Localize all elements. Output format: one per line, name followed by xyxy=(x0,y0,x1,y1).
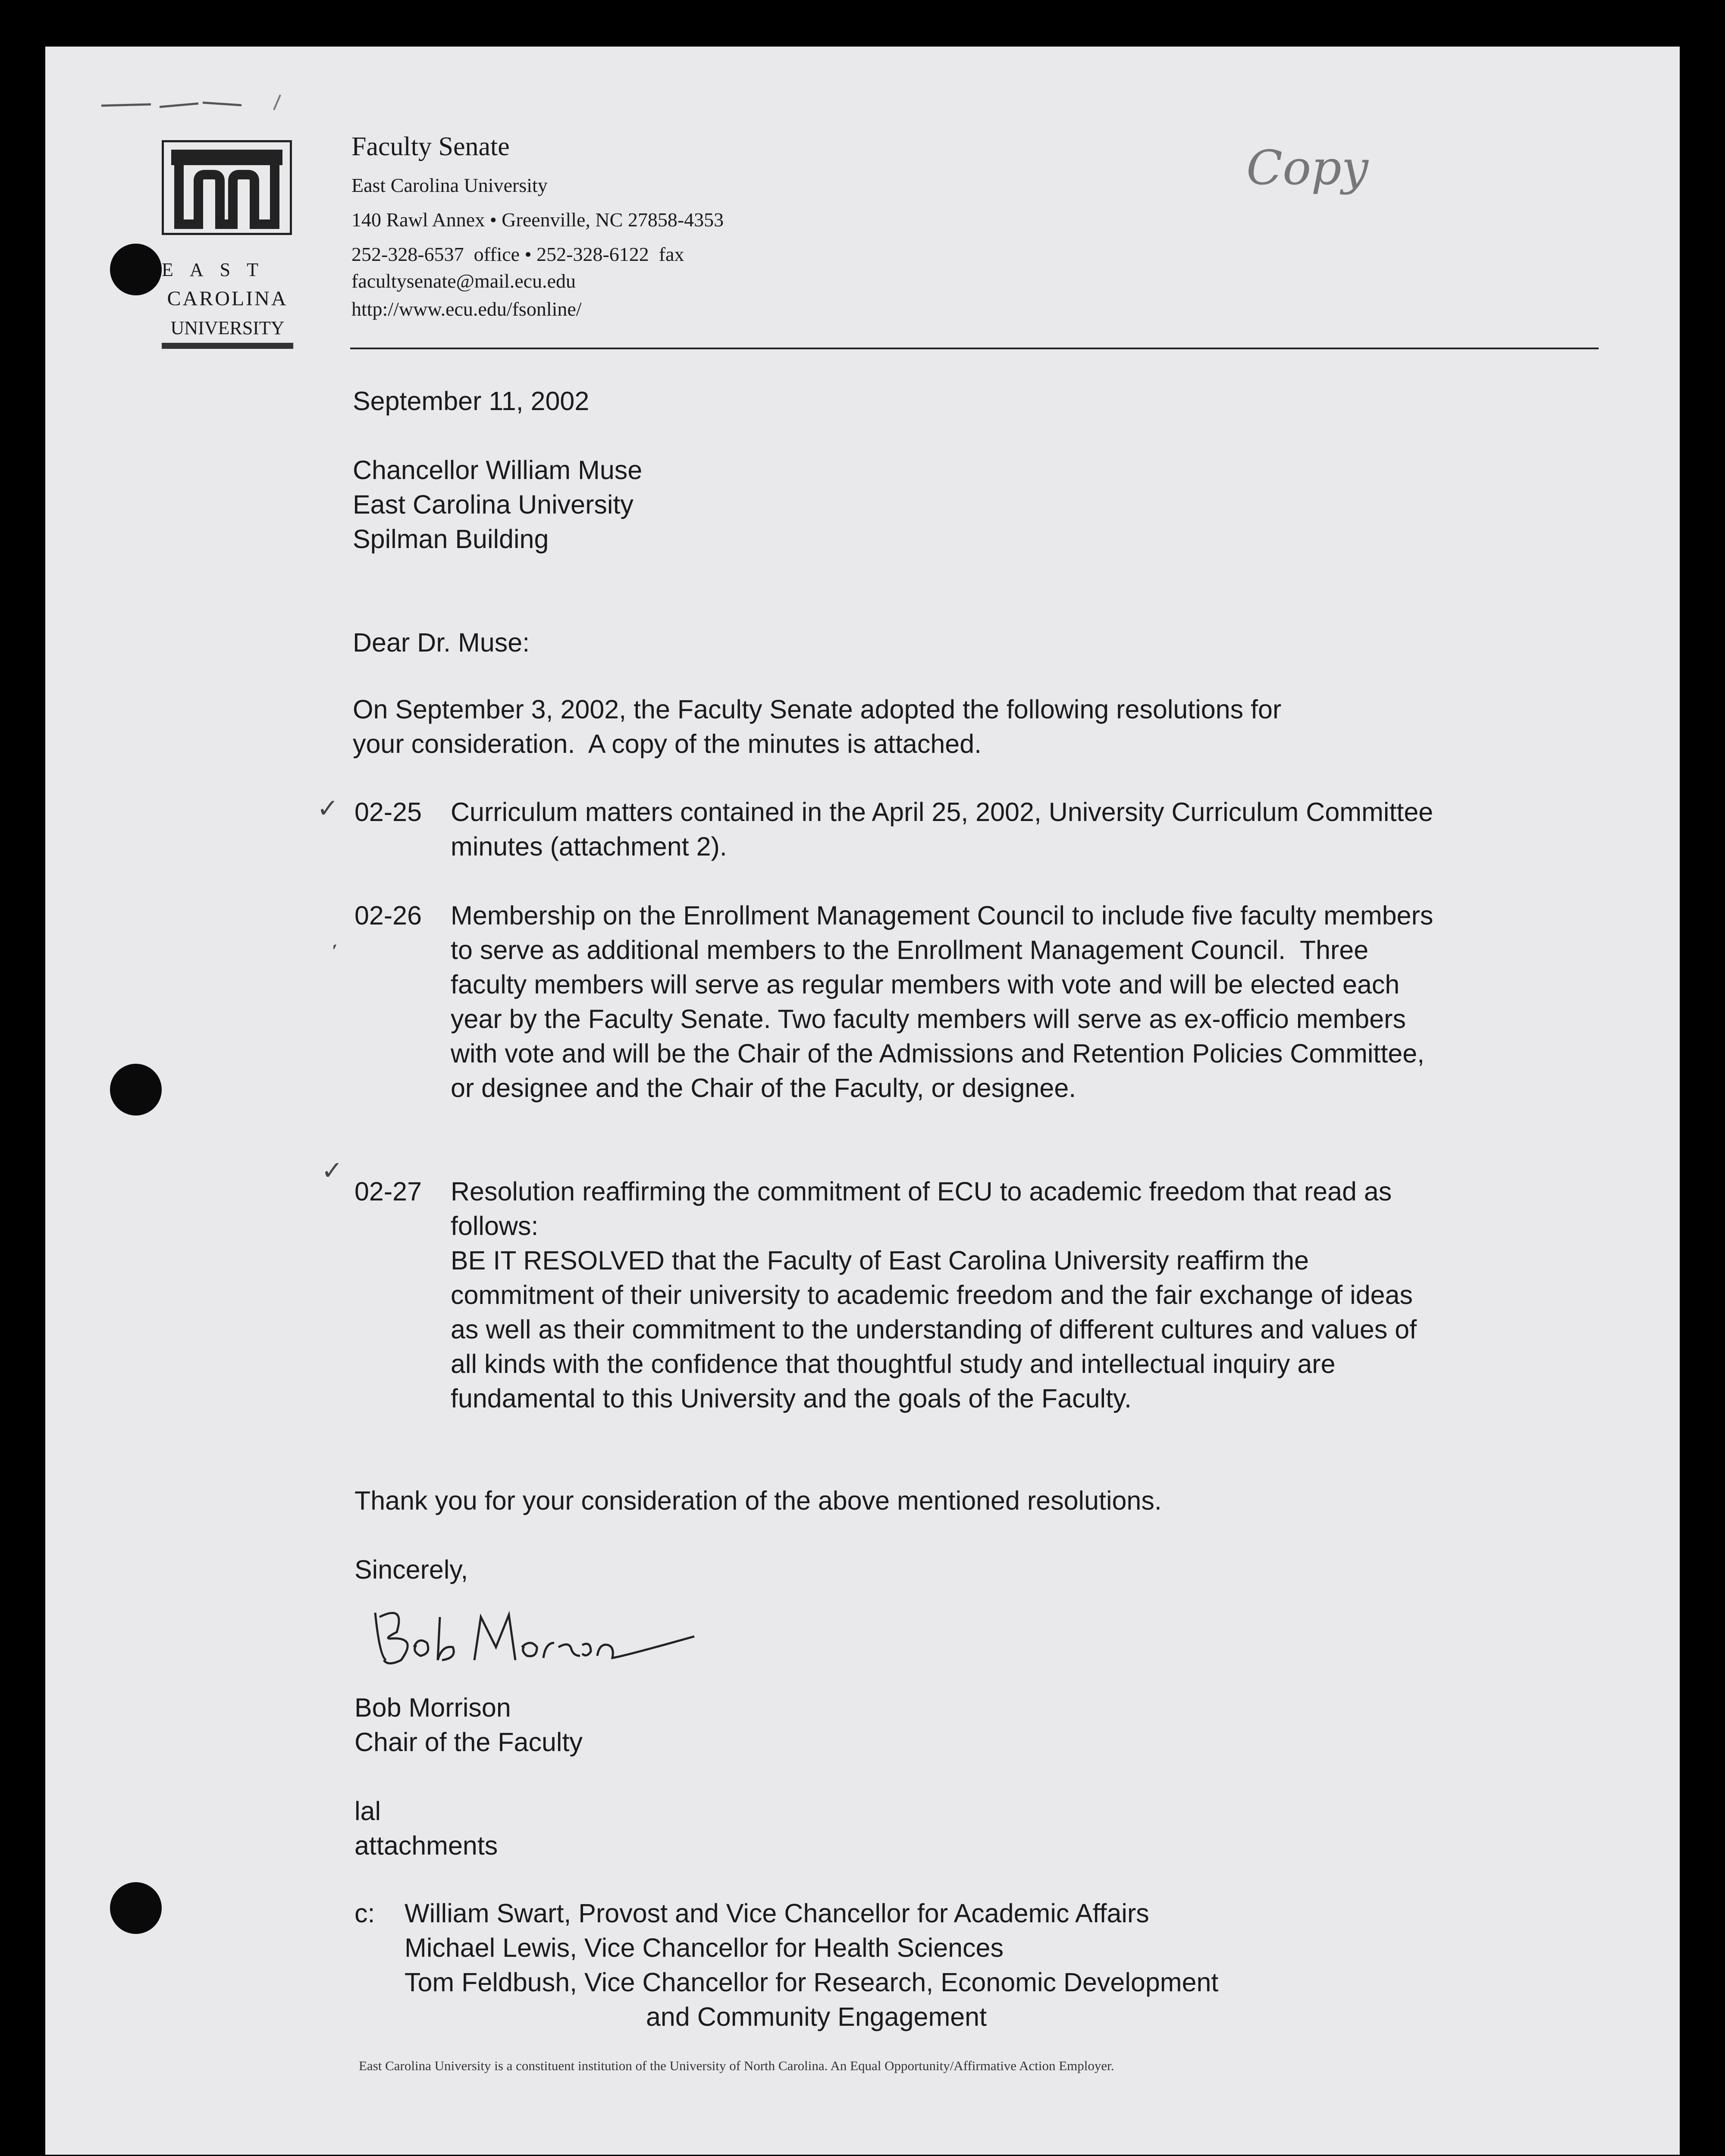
logo-carolina-text: CAROLINA xyxy=(167,287,288,310)
cc-line-1: William Swart, Provost and Vice Chancellor for Academic Affairs xyxy=(405,1899,1149,1928)
salutation: Dear Dr. Muse: xyxy=(353,628,530,657)
resolution-text: Curriculum matters contained in the April 25, 2002, University Curriculum Committee minutes (attachment 2). xyxy=(451,797,1433,861)
recipient-name: Chancellor William Muse xyxy=(353,455,643,485)
logo-east-text: EAST xyxy=(162,259,275,280)
checkmark-icon: ✓ xyxy=(317,794,339,823)
checkmark-icon: ✓ xyxy=(321,1156,343,1185)
punch-hole-top xyxy=(110,244,162,295)
letterhead-phone: 252-328-6537 office • 252-328-6122 fax xyxy=(351,243,684,265)
signer-title: Chair of the Faculty xyxy=(354,1727,583,1757)
ecu-logo-icon xyxy=(162,140,292,235)
cc-line-4: and Community Engagement xyxy=(646,2002,987,2031)
stray-marks xyxy=(99,86,293,116)
checkmark-icon: ˏ xyxy=(321,920,339,951)
resolution-text: Resolution reaffirming the commitment of ECU to academic freedom that read as follows: xyxy=(451,1177,1392,1241)
logo-underline xyxy=(162,343,293,349)
letterhead-address: 140 Rawl Annex • Greenville, NC 27858-4353 xyxy=(351,209,724,231)
resolution-number: 02-25 xyxy=(354,797,422,827)
letterhead-email: facultysenate@mail.ecu.edu xyxy=(351,270,576,292)
cc-line-2: Michael Lewis, Vice Chancellor for Health Sciences xyxy=(405,1933,1004,1962)
resolution-resolved-text: BE IT RESOLVED that the Faculty of East Carolina University reaffirm the commitment of their university to academic freedom and the fair exchange of ideas as well as their commitment to the understanding of different cultures and values of all kinds with the confidence that thoughtful study and intellectual inquiry are fundamental to this University and the goals of the Faculty. xyxy=(451,1246,1417,1413)
punch-hole-bottom xyxy=(110,1882,162,1934)
cc-line-3: Tom Feldbush, Vice Chancellor for Research, Economic Development xyxy=(405,1968,1219,1997)
typist-initials: lal xyxy=(354,1796,381,1826)
recipient-building: Spilman Building xyxy=(353,524,549,554)
closing-text: Thank you for your consideration of the above mentioned resolutions. xyxy=(354,1486,1162,1515)
signer-name: Bob Morrison xyxy=(354,1693,511,1722)
letterhead-org: East Carolina University xyxy=(351,174,548,196)
punch-hole-middle xyxy=(110,1064,162,1116)
resolution-text: Membership on the Enrollment Management Council to include five faculty members to serve as additional members to the Enrollment Management Council. Three faculty members will serve as regular members with vote and will be elected each year by the Faculty Senate. Two faculty members will serve as ex-officio members with vote and will be the Chair of the Admissions and Retention Policies Committee, or designee and the Chair of the Faculty, or designee. xyxy=(451,901,1441,1103)
resolution-number: 02-27 xyxy=(354,1177,422,1206)
intro-line-1: On September 3, 2002, the Faculty Senate adopted the following resolutions for xyxy=(353,695,1282,724)
handwritten-signature xyxy=(367,1595,703,1682)
enclosure-note: attachments xyxy=(354,1831,498,1860)
cc-label: c: xyxy=(354,1899,375,1928)
intro-line-2: your consideration. A copy of the minutes is attached. xyxy=(353,729,982,758)
letterhead-title: Faculty Senate xyxy=(351,132,510,161)
page-footer: East Carolina University is a constituent institution of the University of North Carolina. An Equal Opportunity/Affirmative Action Employer. xyxy=(359,2058,1114,2073)
logo-university-text: UNIVERSITY xyxy=(170,317,285,338)
handwritten-copy-note: Copy xyxy=(1246,140,1368,195)
sign-off: Sincerely, xyxy=(354,1555,468,1584)
resolution-number: 02-26 xyxy=(354,901,422,930)
letter-date: September 11, 2002 xyxy=(353,386,590,416)
recipient-org: East Carolina University xyxy=(353,490,634,519)
letterhead-web: http://www.ecu.edu/fsonline/ xyxy=(351,298,582,320)
letterhead-divider xyxy=(350,348,1599,349)
